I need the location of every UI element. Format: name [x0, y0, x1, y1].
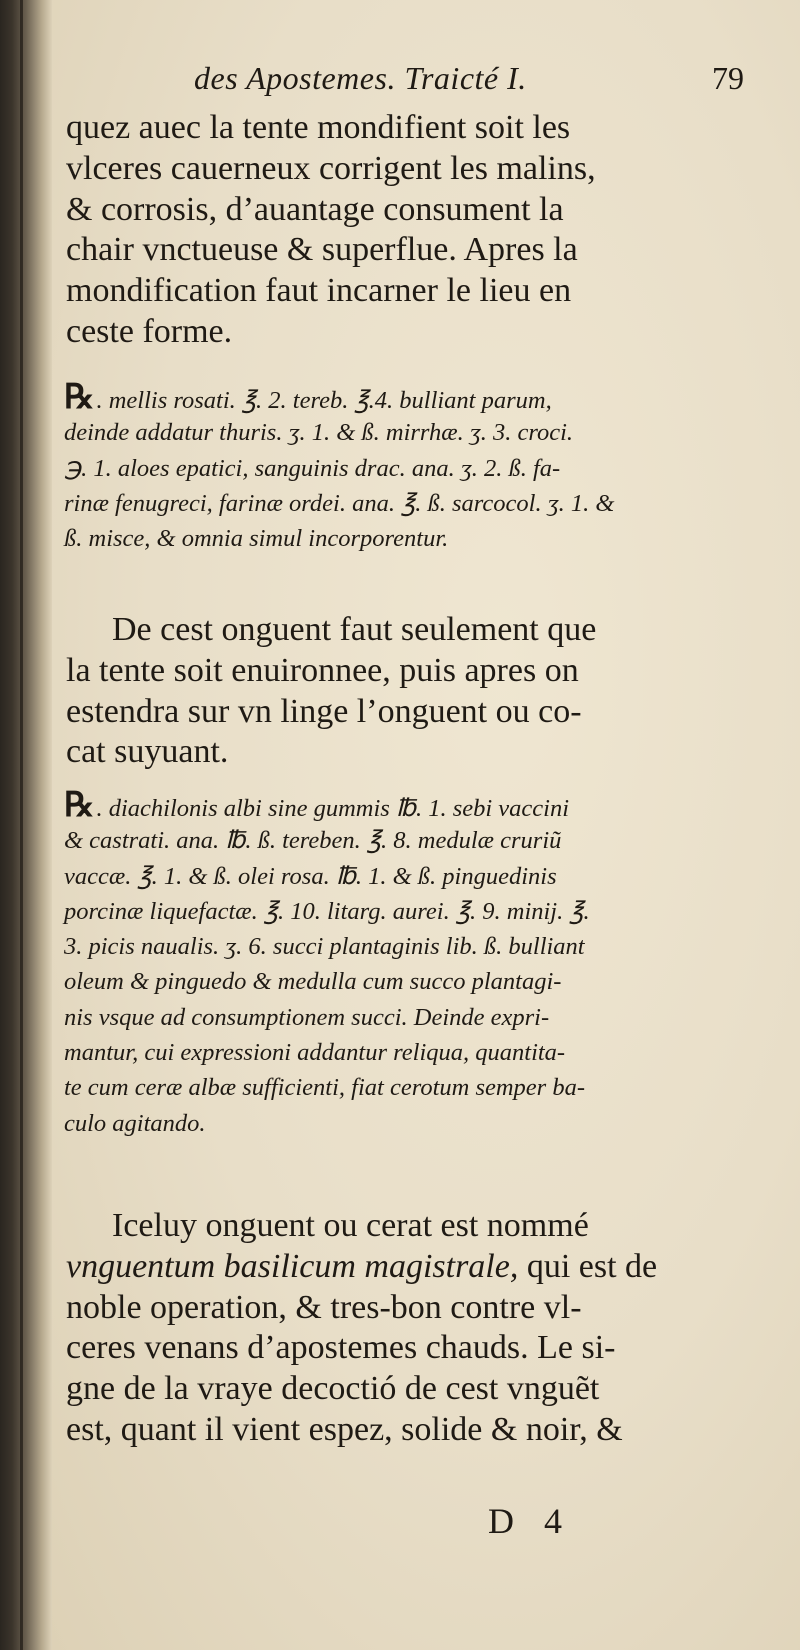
text-line: quez auec la tente mondifient soit les	[66, 109, 571, 146]
text-line: cat suyuant.	[66, 733, 229, 771]
recipe-line: mantur, cui expressioni addantur reliqua, quantita-	[64, 1039, 566, 1067]
recipe-text: . diachilonis albi sine gummis ℔. 1. sebi vaccini	[96, 795, 570, 822]
recipe-line: ℈. 1. aloes epatici, sanguinis drac. ana. ʒ. 2. ß. fa-	[64, 454, 561, 482]
recipe-line	[64, 380, 748, 415]
recipe-line: nis vsque ad consumptionem succi. Deinde expri-	[64, 1003, 550, 1031]
recipe-line: culo agitando.	[64, 1109, 206, 1137]
running-head-title: des Apostemes. Traicté I.	[194, 60, 527, 96]
recipe-line: te cum ceræ albæ sufficienti, fiat cerotum semper ba-	[64, 1074, 585, 1102]
recipe-line: & castrati. ana. ℔. ß. tereben. ℥. 8. medulæ cruriũ	[64, 827, 562, 855]
recipe-symbol: ℞	[64, 787, 95, 824]
recipe-text: . mellis rosati. ℥. 2. tereb. ℥.4. bulliant parum,	[96, 387, 552, 414]
text-line: vlceres cauerneux corrigent les malins,	[66, 149, 596, 187]
binding-shadow	[20, 0, 23, 1650]
recipe-line: 3. picis naualis. ʒ. 6. succi plantaginis lib. ß. bulliant	[64, 933, 585, 961]
recipe-line: oleum & pinguedo & medulla cum succo plantagi-	[64, 968, 562, 996]
recipe-line: ß. misce, & omnia simul incorporentur.	[64, 525, 449, 553]
text-line: De cest onguent faut seulement que	[112, 611, 597, 648]
signature-letter: D	[488, 1501, 518, 1541]
signature-mark	[488, 1500, 566, 1542]
text-line: chair vnctueuse & superflue. Apres la	[66, 231, 578, 269]
paragraph-2	[66, 610, 748, 773]
text-line: la tente soit enuironnee, puis apres on	[66, 651, 579, 689]
page-number: 79	[712, 60, 744, 96]
text-fragment: qui est de	[518, 1247, 658, 1285]
text-line: ceres venans d’apostemes chauds. Le si-	[66, 1329, 616, 1367]
book-gutter	[0, 0, 52, 1650]
recipe-2	[64, 788, 748, 1141]
paragraph-1	[66, 108, 748, 353]
text-line: ceste forme.	[66, 312, 233, 350]
text-line: & corrosis, d’auantage consument la	[66, 190, 564, 228]
recipe-line: porcinæ liquefactæ. ℥. 10. litarg. aurei. ℥. 9. minij. ℥.	[64, 897, 590, 925]
latin-term: vnguentum basilicum magistrale,	[66, 1247, 519, 1285]
text-line	[66, 1247, 748, 1288]
text-line: noble operation, & tres-bon contre vl-	[66, 1288, 582, 1326]
text-line: estendra sur vn linge l’onguent ou co-	[66, 692, 582, 730]
recipe-1	[64, 380, 748, 556]
recipe-line: deinde addatur thuris. ʒ. 1. & ß. mirrhæ. ʒ. 3. croci.	[64, 419, 574, 447]
signature-number: 4	[544, 1501, 566, 1541]
text-line: gne de la vraye decoctió de cest vnguẽt	[66, 1370, 600, 1408]
recipe-line: vaccæ. ℥. 1. & ß. olei rosa. ℔. 1. & ß. pinguedinis	[64, 862, 557, 890]
recipe-symbol: ℞	[64, 379, 95, 416]
text-line: Iceluy onguent ou cerat est nommé	[112, 1207, 589, 1244]
recipe-line: rinæ fenugreci, farinæ ordei. ana. ℥. ß. sarcocol. ʒ. 1. &	[64, 489, 615, 517]
running-head	[134, 54, 744, 104]
recipe-line	[64, 788, 748, 823]
text-line: mondification faut incarner le lieu en	[66, 272, 572, 310]
paragraph-3	[66, 1206, 748, 1451]
text-line: est, quant il vient espez, solide & noir, &	[66, 1410, 623, 1448]
